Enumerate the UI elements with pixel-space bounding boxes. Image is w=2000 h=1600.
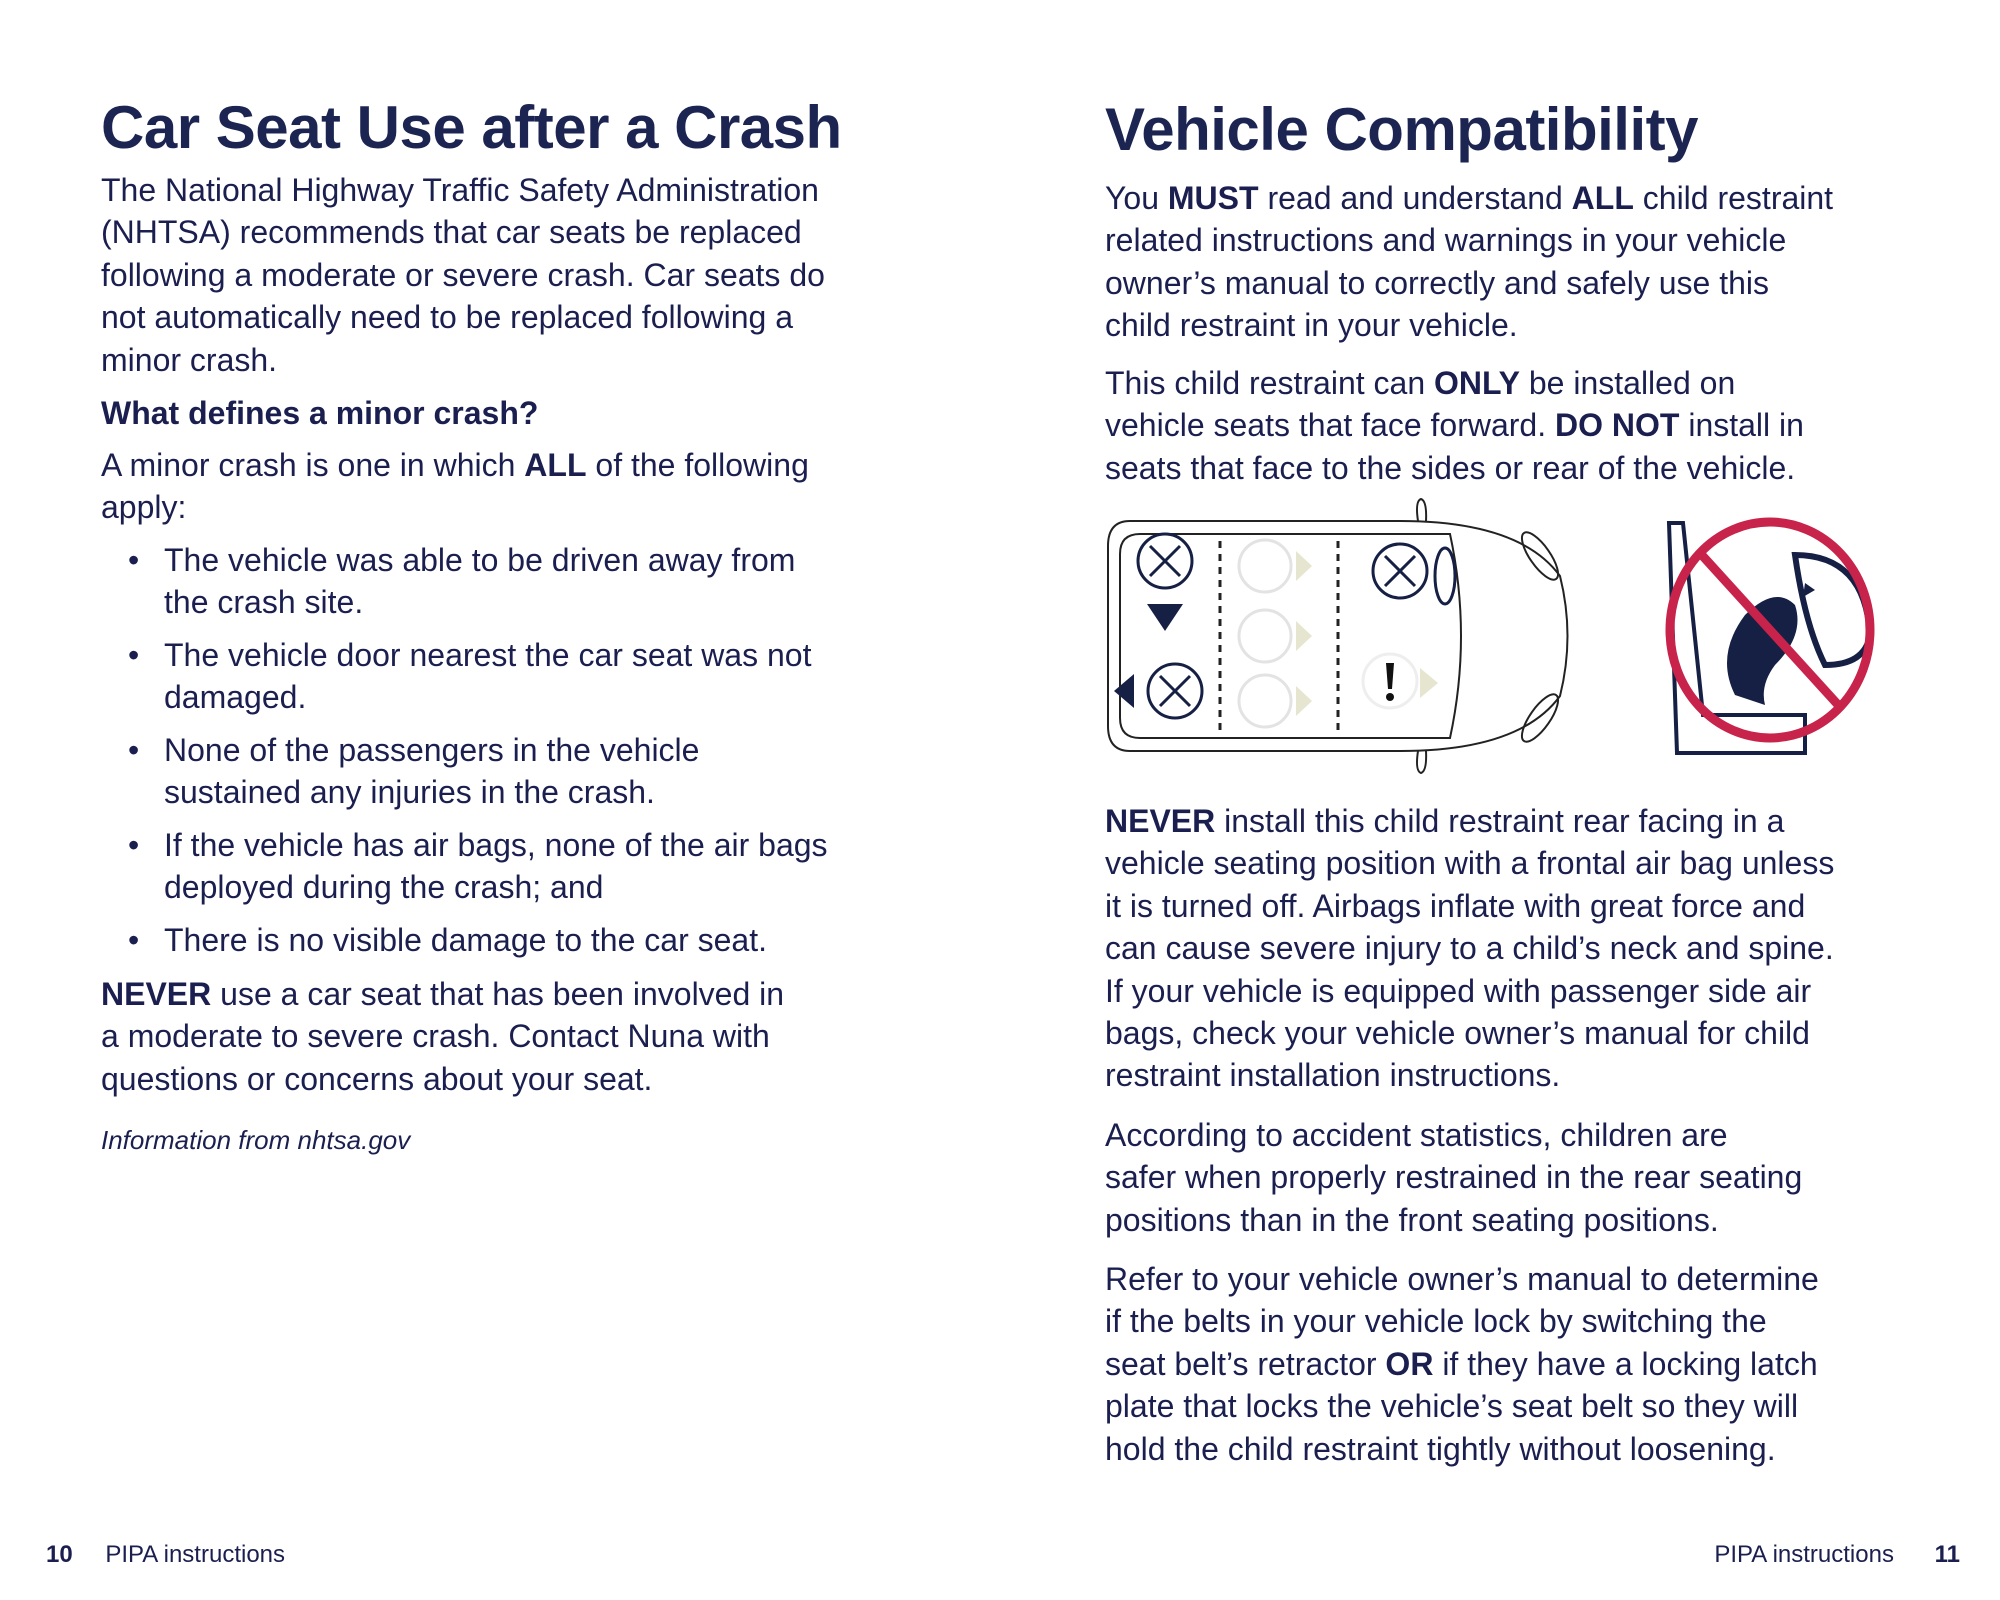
- text-line: [1105, 970, 1980, 1012]
- emphasis-text: ALL: [524, 447, 587, 483]
- bullet-dot: •: [128, 732, 140, 768]
- text-line: [1105, 404, 1980, 446]
- text-line: [1105, 1156, 1980, 1198]
- text-line: [1105, 842, 1980, 884]
- allowed-check-icon: [1239, 540, 1291, 727]
- text-segment: owner’s manual to correctly and safely use this: [1105, 264, 1770, 301]
- text-line: [1105, 927, 1980, 969]
- text-segment: child restraint: [1633, 180, 1834, 216]
- arrow-left-icon: [1114, 674, 1134, 708]
- page-number-right: 11: [1934, 1541, 1960, 1568]
- text-segment: deployed during the crash; and: [164, 869, 604, 906]
- text-line: [101, 211, 825, 253]
- text-line: [164, 676, 811, 718]
- text-segment: Refer to your vehicle owner’s manual to determine: [1105, 1261, 1819, 1297]
- page-number-left: 10: [46, 1541, 73, 1568]
- text-segment: None of the passengers in the vehicle: [164, 732, 700, 768]
- bullet-dot: •: [128, 637, 140, 673]
- text-line: [1105, 1258, 1980, 1300]
- text-line: [1105, 219, 1980, 261]
- text-line: [164, 581, 795, 623]
- text-segment: According to accident statistics, children are: [1105, 1117, 1728, 1153]
- text-segment: following a moderate or severe crash. Car seats do: [101, 256, 825, 293]
- source-note: Information from nhtsa.gov: [101, 1125, 411, 1155]
- text-segment: install in: [1679, 407, 1804, 444]
- text-segment: This child restraint can: [1105, 365, 1435, 401]
- belt-lock-paragraph: [1105, 1258, 1980, 1470]
- text-line: [1105, 304, 1980, 346]
- text-segment: damaged.: [164, 679, 307, 716]
- bullet-dot: •: [128, 827, 140, 863]
- text-segment: restraint installation instructions.: [1105, 1057, 1561, 1094]
- text-segment: The National Highway Traffic Safety Administration: [101, 172, 819, 208]
- text-line: [1105, 262, 1980, 304]
- emphasis-text: NEVER: [101, 976, 212, 1012]
- bullet-item: [128, 919, 767, 961]
- text-segment: of the following: [586, 447, 809, 483]
- text-segment: read and understand: [1258, 180, 1572, 216]
- criteria-intro: [101, 444, 809, 529]
- no-rear-facing-airbag-icon: [1655, 515, 1885, 755]
- text-line: [101, 296, 825, 338]
- text-line: [164, 634, 811, 676]
- text-line: [101, 254, 825, 296]
- text-segment: vehicle seating position with a frontal air bag unless: [1105, 845, 1835, 882]
- forward-only-paragraph: [1105, 362, 1980, 489]
- intro-paragraph: [101, 169, 825, 381]
- text-line: [164, 919, 767, 961]
- statistics-paragraph: [1105, 1114, 1980, 1241]
- bullet-item: [128, 824, 828, 909]
- text-line: [164, 866, 828, 908]
- text-segment: apply:: [101, 489, 187, 526]
- text-line: [164, 729, 699, 771]
- text-line: [1105, 1428, 1980, 1470]
- text-line: [1105, 1300, 1980, 1342]
- emphasis-text: DO NOT: [1555, 407, 1680, 444]
- text-segment: can cause severe injury to a child’s neck and spine.: [1105, 930, 1834, 967]
- text-line: [164, 824, 828, 866]
- text-line: [1105, 1114, 1980, 1156]
- footer-label-right: PIPA instructions: [1714, 1541, 1894, 1568]
- text-segment: bags, check your vehicle owner’s manual for child: [1105, 1014, 1810, 1051]
- must-read-paragraph: [1105, 177, 1980, 347]
- text-line: [101, 169, 825, 211]
- emphasis-text: OR: [1385, 1345, 1434, 1382]
- text-line: [1105, 447, 1980, 489]
- text-segment: You: [1105, 180, 1168, 216]
- text-line: [101, 1015, 784, 1057]
- text-segment: (NHTSA) recommends that car seats be replaced: [101, 214, 802, 251]
- text-segment: The vehicle was able to be driven away from: [164, 542, 796, 578]
- text-segment: related instructions and warnings in your vehicle: [1105, 222, 1787, 259]
- text-line: [1105, 800, 1980, 842]
- text-line: [1105, 1199, 1980, 1241]
- text-segment: If your vehicle is equipped with passenger side air: [1105, 972, 1812, 1009]
- page-title-right: Vehicle Compatibility: [1105, 96, 1698, 163]
- emphasis-text: NEVER: [1105, 803, 1216, 839]
- page-title-left: Car Seat Use after a Crash: [101, 94, 842, 161]
- text-line: [164, 771, 699, 813]
- text-line: [1105, 1343, 1980, 1385]
- text-segment: sustained any injuries in the crash.: [164, 774, 655, 811]
- text-line: [101, 486, 809, 528]
- footer-right: [1714, 1540, 1960, 1570]
- text-line: [1105, 885, 1980, 927]
- emphasis-text: ONLY: [1434, 365, 1520, 401]
- text-segment: positions than in the front seating positions.: [1105, 1201, 1719, 1238]
- text-segment: not automatically need to be replaced following a: [101, 299, 793, 336]
- never-warning: [101, 973, 784, 1100]
- text-line: [1105, 177, 1980, 219]
- text-line: [101, 1058, 784, 1100]
- text-segment: hold the child restraint tightly without loosening.: [1105, 1430, 1776, 1467]
- text-segment: safer when properly restrained in the rear seating: [1105, 1159, 1803, 1196]
- bullet-item: [128, 539, 795, 624]
- text-segment: questions or concerns about your seat.: [101, 1060, 653, 1097]
- text-line: [101, 973, 784, 1015]
- text-segment: seat belt’s retractor: [1105, 1345, 1386, 1382]
- text-segment: install this child restraint rear facing in a: [1215, 803, 1785, 839]
- text-line: [164, 539, 795, 581]
- emphasis-text: MUST: [1167, 180, 1259, 216]
- text-line: [1105, 1012, 1980, 1054]
- text-segment: The vehicle door nearest the car seat was not: [164, 637, 812, 673]
- text-segment: child restraint in your vehicle.: [1105, 307, 1518, 344]
- footer-label-left: PIPA instructions: [105, 1541, 286, 1568]
- bullet-item: [128, 729, 699, 814]
- footer-left: [46, 1540, 285, 1570]
- warning-icon: [1386, 663, 1394, 701]
- text-segment: seats that face to the sides or rear of the vehicle.: [1105, 449, 1796, 486]
- text-line: [1105, 1054, 1980, 1096]
- text-line: [1105, 1385, 1980, 1427]
- vehicle-seat-diagram: [1100, 496, 1580, 776]
- arrow-down-icon: [1147, 604, 1183, 631]
- emphasis-text: ALL: [1571, 180, 1634, 216]
- text-line: [101, 339, 825, 381]
- text-segment: minor crash.: [101, 341, 278, 378]
- bullet-dot: •: [128, 922, 140, 958]
- text-segment: the crash site.: [164, 584, 364, 621]
- bullet-dot: •: [128, 542, 140, 578]
- text-line: [1105, 362, 1980, 404]
- text-segment: a moderate to severe crash. Contact Nuna with: [101, 1018, 770, 1055]
- text-segment: if the belts in your vehicle lock by switching the: [1105, 1303, 1767, 1340]
- subheading: What defines a minor crash?: [101, 395, 539, 431]
- text-segment: If the vehicle has air bags, none of the air bags: [164, 827, 828, 863]
- text-segment: it is turned off. Airbags inflate with great force and: [1105, 887, 1806, 924]
- text-segment: vehicle seats that face forward.: [1105, 407, 1555, 444]
- text-segment: use a car seat that has been involved in: [211, 976, 785, 1012]
- text-segment: be installed on: [1519, 365, 1736, 401]
- bullet-item: [128, 634, 811, 719]
- text-line: [101, 444, 809, 486]
- text-segment: if they have a locking latch: [1433, 1345, 1818, 1382]
- text-segment: There is no visible damage to the car seat.: [164, 922, 767, 958]
- text-segment: A minor crash is one in which: [101, 447, 525, 483]
- airbag-warning-paragraph: [1105, 800, 1980, 1097]
- text-segment: plate that locks the vehicle’s seat belt so they will: [1105, 1388, 1799, 1425]
